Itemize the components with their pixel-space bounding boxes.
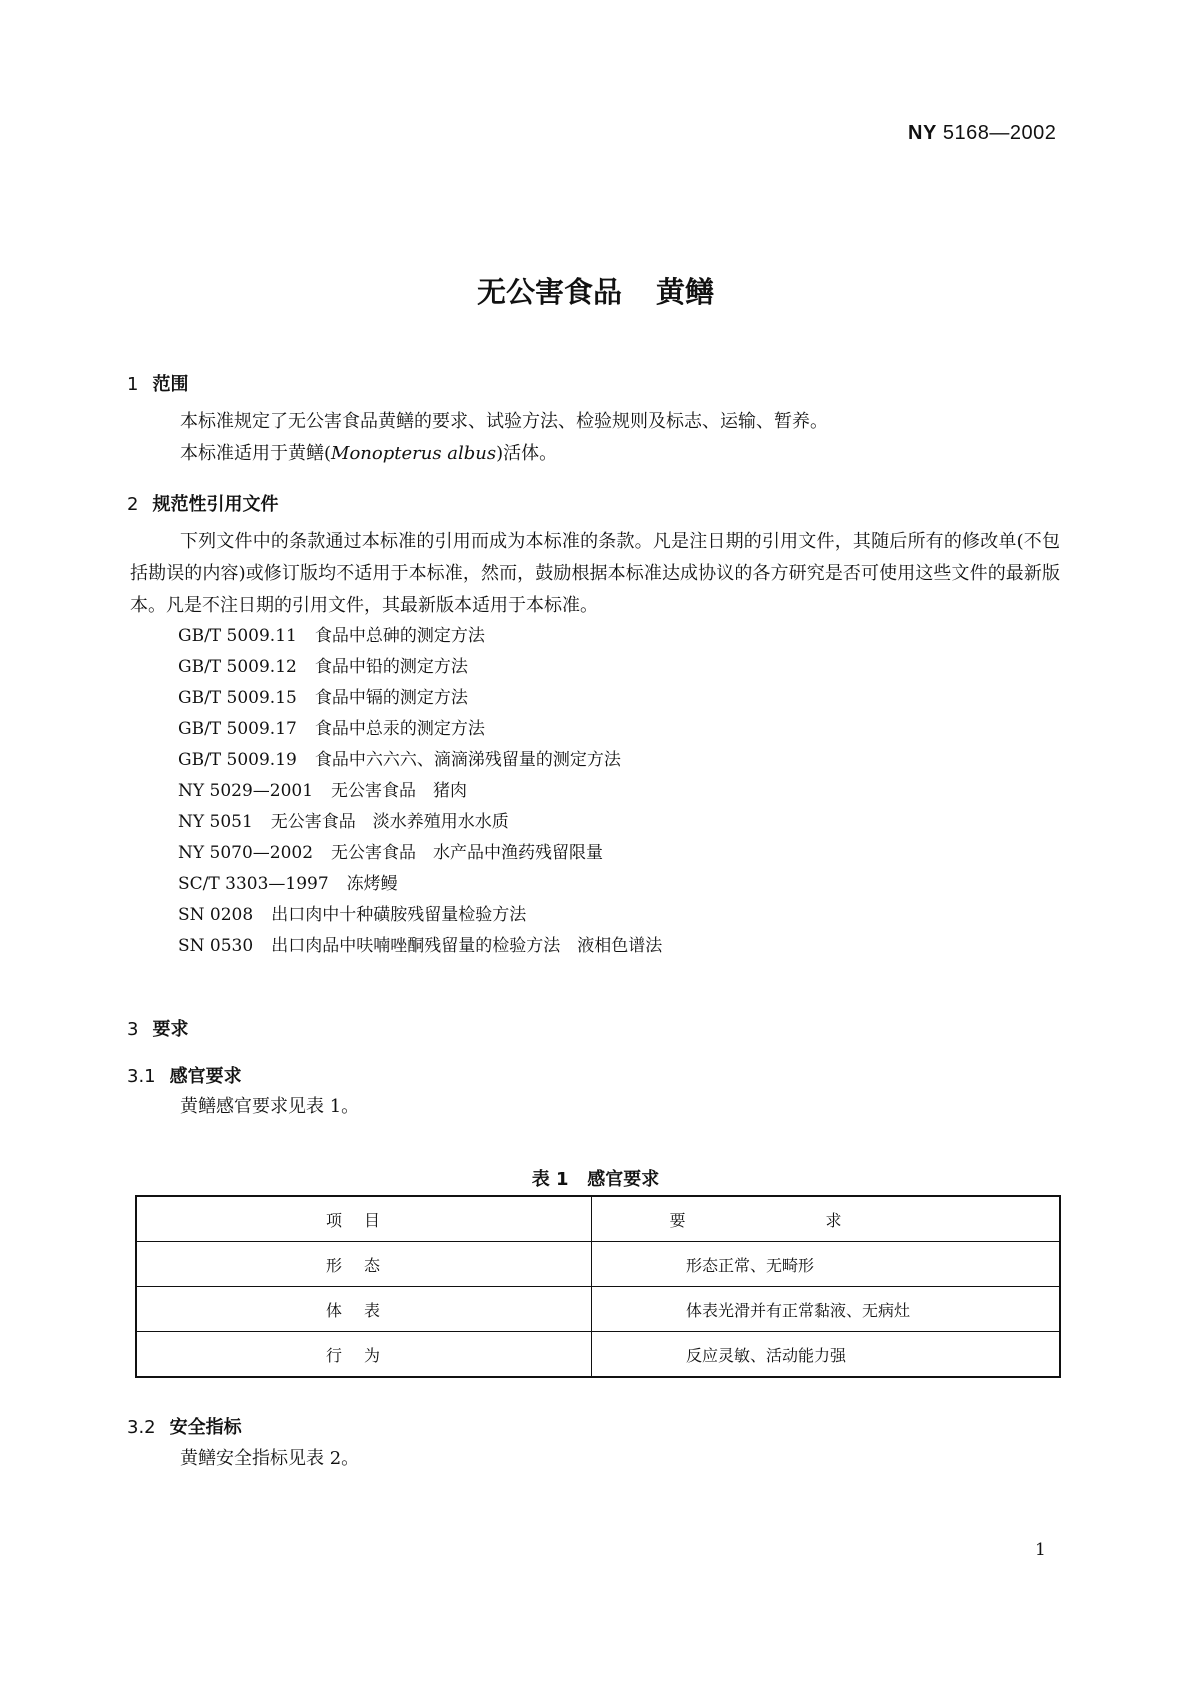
table-header-cell: 项目 [136, 1196, 592, 1242]
table-row [136, 1332, 1060, 1378]
ref-line: SN 0208 出口肉中十种磺胺残留量检验方法 [178, 905, 527, 925]
section-1-para-1: 本标准规定了无公害食品黄鳝的要求、试验方法、检验规则及标志、运输、暂养。 [180, 411, 828, 432]
page-title [0, 270, 1191, 311]
species-name: Monopterus albus [331, 443, 497, 464]
section-3-1-text: 黄鳝感官要求见表 1。 [180, 1096, 360, 1117]
section-3-heading: 3 要求 [127, 1019, 189, 1040]
section-2-intro: 下列文件中的条款通过本标准的引用而成为本标准的条款。凡是注日期的引用文件，其随后所有的修改单(不包括勘误的内容)或修订版均不适用于本标准，然而，鼓励根据本标准达成协议的各方研究是否可使用这些文件的最新版本。凡是不注日期的引用文件，其最新版本适用于本标准。 [130, 531, 1060, 616]
table-cell: 体表 [136, 1287, 592, 1332]
ref-line: GB/T 5009.11 食品中总砷的测定方法 [178, 626, 485, 646]
standard-code [908, 122, 1056, 145]
section-2-heading: 2 规范性引用文件 [127, 494, 279, 515]
table-cell: 行为 [136, 1332, 592, 1378]
table-header-cell: 要求 [592, 1196, 1061, 1242]
ref-line: GB/T 5009.15 食品中镉的测定方法 [178, 688, 468, 708]
table-1-caption: 表 1 感官要求 [531, 1169, 660, 1190]
table-cell: 体表光滑并有正常黏液、无病灶 [592, 1287, 1061, 1332]
ref-line: SN 0530 出口肉品中呋喃唑酮残留量的检验方法 液相色谱法 [178, 936, 663, 956]
title-part1: 无公害食品 [476, 275, 622, 309]
ref-line: NY 5070—2002 无公害食品 水产品中渔药残留限量 [178, 843, 604, 863]
table-header-row [136, 1196, 1060, 1242]
page-number: 1 [1035, 1540, 1046, 1560]
table-cell: 反应灵敏、活动能力强 [592, 1332, 1061, 1378]
table-1 [135, 1195, 1061, 1378]
table-row [136, 1242, 1060, 1287]
ref-line: GB/T 5009.17 食品中总汞的测定方法 [178, 719, 485, 739]
ref-line: SC/T 3303—1997 冻烤鳗 [178, 874, 398, 894]
title-part2: 黄鳝 [656, 275, 715, 309]
ref-line: NY 5051 无公害食品 淡水养殖用水水质 [178, 812, 509, 832]
table-cell: 形态正常、无畸形 [592, 1242, 1061, 1287]
section-3-2-heading: 3.2 安全指标 [127, 1417, 242, 1438]
section-3-2-text: 黄鳝安全指标见表 2。 [180, 1448, 360, 1469]
section-3-1-heading: 3.1 感官要求 [127, 1066, 242, 1087]
table-row [136, 1287, 1060, 1332]
standard-number: 5168—2002 [942, 122, 1057, 144]
table-cell: 形态 [136, 1242, 592, 1287]
standard-prefix: NY [908, 122, 937, 144]
ref-line: NY 5029—2001 无公害食品 猪肉 [178, 781, 468, 801]
ref-line: GB/T 5009.19 食品中六六六、滴滴涕残留量的测定方法 [178, 750, 621, 770]
section-1-heading: 1 范围 [127, 374, 189, 395]
ref-line: GB/T 5009.12 食品中铅的测定方法 [178, 657, 468, 677]
section-1-para-2: 本标准适用于黄鳝(Monopterus albus)活体。 [180, 443, 558, 464]
